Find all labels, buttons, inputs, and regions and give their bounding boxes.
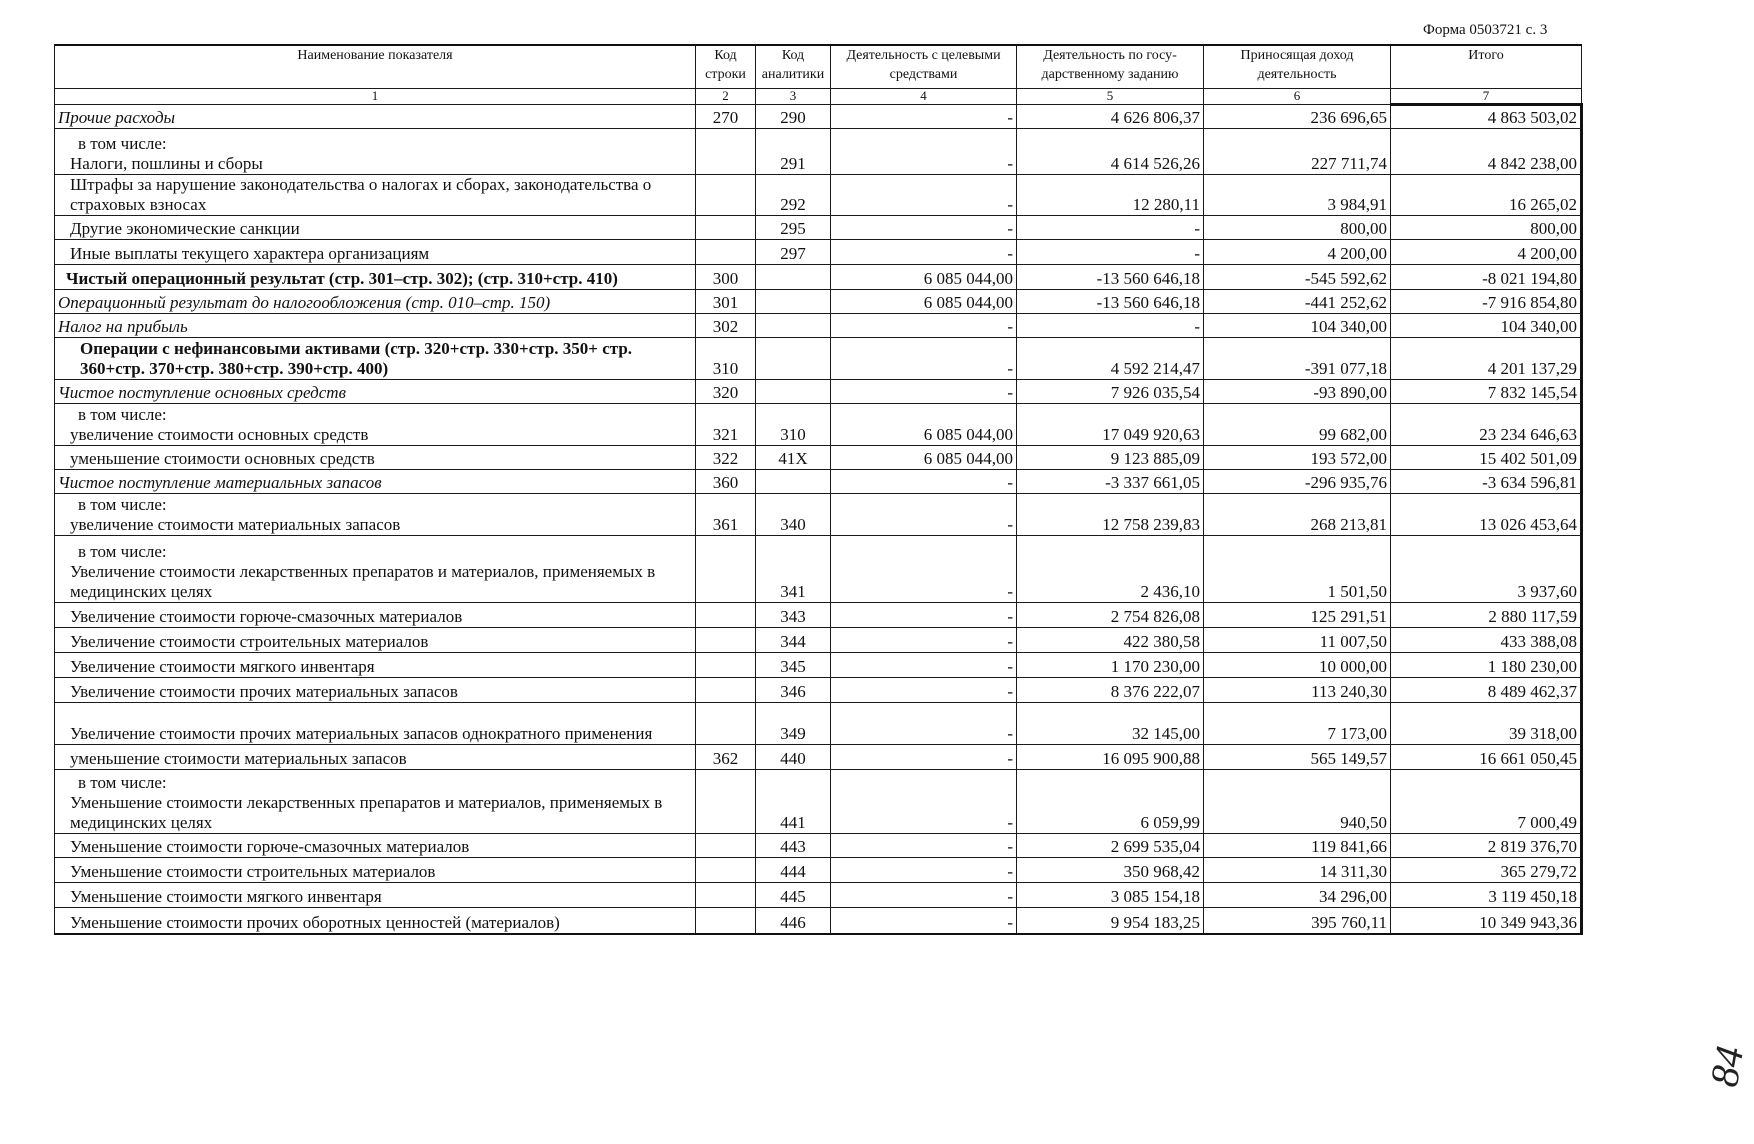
state-assignment-value: 1 170 230,00 [1017, 653, 1204, 678]
line-code: 321 [696, 404, 756, 446]
indicator-label: Штрафы за нарушение законодательства о налогах и сборах, законодательства о страховых взносах [70, 175, 652, 214]
indicator-label: Чистое поступление материальных запасов [58, 473, 382, 492]
indicator-label: Увеличение стоимости прочих материальных запасов [70, 682, 458, 701]
targeted-funds-value: - [831, 175, 1017, 216]
line-code: 302 [696, 314, 756, 338]
total-value: 23 234 646,63 [1391, 404, 1582, 446]
line-code: 322 [696, 446, 756, 470]
indicator-name [55, 834, 696, 858]
indicator-label: Уменьшение стоимости мягкого инвентаря [70, 887, 382, 906]
indicator-name [55, 678, 696, 703]
table-row [55, 908, 1582, 934]
indicator-name [55, 494, 696, 536]
analytic-code: 344 [756, 628, 831, 653]
analytic-code [756, 314, 831, 338]
targeted-funds-value: - [831, 494, 1017, 536]
indicator-label: Уменьшение стоимости горюче-смазочных материалов [70, 837, 470, 856]
col-number: 3 [756, 89, 831, 105]
state-assignment-value: 17 049 920,63 [1017, 404, 1204, 446]
analytic-code: 343 [756, 603, 831, 628]
income-activity-value: 7 173,00 [1204, 703, 1391, 745]
state-assignment-value: 4 626 806,37 [1017, 105, 1204, 129]
header-line-code: Код строки [696, 45, 756, 89]
table-row [55, 603, 1582, 628]
column-number-row [55, 89, 1582, 105]
form-number-label: Форма 0503721 с. 3 [1423, 22, 1548, 38]
indicator-name [55, 338, 696, 380]
line-code: 270 [696, 105, 756, 129]
table-row [55, 745, 1582, 770]
state-assignment-value: 12 280,11 [1017, 175, 1204, 216]
targeted-funds-value: - [831, 338, 1017, 380]
income-activity-value: 3 984,91 [1204, 175, 1391, 216]
analytic-code [756, 290, 831, 314]
analytic-code: 290 [756, 105, 831, 129]
state-assignment-value: 3 085 154,18 [1017, 883, 1204, 908]
indicator-label: Налоги, пошлины и сборы [70, 154, 263, 173]
table-row [55, 314, 1582, 338]
analytic-code: 444 [756, 858, 831, 883]
targeted-funds-value: 6 085 044,00 [831, 404, 1017, 446]
state-assignment-value: -3 337 661,05 [1017, 470, 1204, 494]
state-assignment-value: 2 699 535,04 [1017, 834, 1204, 858]
income-activity-value: 193 572,00 [1204, 446, 1391, 470]
targeted-funds-value: - [831, 105, 1017, 129]
header-analytic-code: Код аналитики [756, 45, 831, 89]
total-value: 3 937,60 [1391, 536, 1582, 603]
targeted-funds-value: - [831, 883, 1017, 908]
total-value: 365 279,72 [1391, 858, 1582, 883]
analytic-code: 291 [756, 129, 831, 175]
indicator-name [55, 770, 696, 834]
state-assignment-value: 32 145,00 [1017, 703, 1204, 745]
analytic-code: 345 [756, 653, 831, 678]
indicator-label: уменьшение стоимости материальных запасов [70, 749, 407, 768]
income-activity-value: -545 592,62 [1204, 265, 1391, 290]
line-code [696, 603, 756, 628]
line-code [696, 703, 756, 745]
col-number: 7 [1391, 89, 1582, 105]
total-value: -7 916 854,80 [1391, 290, 1582, 314]
analytic-code: 349 [756, 703, 831, 745]
table-row [55, 536, 1582, 603]
indicator-name [55, 265, 696, 290]
indicator-name [55, 380, 696, 404]
indicator-label: Чистый операционный результат (стр. 301–стр. 302); (стр. 310+стр. 410) [66, 269, 618, 288]
total-value: 4 842 238,00 [1391, 129, 1582, 175]
indicator-label: Прочие расходы [58, 108, 176, 127]
state-assignment-value: - [1017, 314, 1204, 338]
table-row [55, 129, 1582, 175]
state-assignment-value: 4 592 214,47 [1017, 338, 1204, 380]
income-activity-value: -441 252,62 [1204, 290, 1391, 314]
analytic-code: 443 [756, 834, 831, 858]
income-activity-value: 395 760,11 [1204, 908, 1391, 934]
table-row [55, 265, 1582, 290]
header-row [55, 45, 1582, 89]
table-row [55, 834, 1582, 858]
line-code [696, 883, 756, 908]
indicator-name [55, 858, 696, 883]
line-code: 300 [696, 265, 756, 290]
indicator-label: уменьшение стоимости основных средств [70, 449, 375, 468]
targeted-funds-value: - [831, 470, 1017, 494]
total-value: 433 388,08 [1391, 628, 1582, 653]
total-value: 39 318,00 [1391, 703, 1582, 745]
indicator-name [55, 404, 696, 446]
income-activity-value: 99 682,00 [1204, 404, 1391, 446]
line-code: 362 [696, 745, 756, 770]
income-activity-value: 940,50 [1204, 770, 1391, 834]
state-assignment-value: 16 095 900,88 [1017, 745, 1204, 770]
state-assignment-value: 12 758 239,83 [1017, 494, 1204, 536]
analytic-code [756, 470, 831, 494]
col-number: 6 [1204, 89, 1391, 105]
targeted-funds-value: 6 085 044,00 [831, 446, 1017, 470]
analytic-code: 441 [756, 770, 831, 834]
line-code [696, 678, 756, 703]
indicator-name [55, 653, 696, 678]
indicator-label: Увеличение стоимости строительных материалов [70, 632, 429, 651]
total-value: 4 863 503,02 [1391, 105, 1582, 129]
including-label: в том числе: [78, 542, 167, 561]
targeted-funds-value: - [831, 834, 1017, 858]
table-row [55, 703, 1582, 745]
indicator-label: Уменьшение стоимости лекарственных препаратов и материалов, применяемых в медицинских целях [70, 793, 663, 832]
indicator-name [55, 908, 696, 934]
table-row [55, 628, 1582, 653]
line-code [696, 240, 756, 265]
indicator-label: Другие экономические санкции [70, 219, 300, 238]
header-income-activity: Приносящая доход деятельность [1204, 45, 1391, 89]
state-assignment-value: 7 926 035,54 [1017, 380, 1204, 404]
line-code [696, 770, 756, 834]
indicator-name [55, 628, 696, 653]
header-targeted-funds: Деятельность с целевыми средствами [831, 45, 1017, 89]
line-code: 320 [696, 380, 756, 404]
analytic-code: 41X [756, 446, 831, 470]
table-row [55, 770, 1582, 834]
indicator-name [55, 536, 696, 603]
indicator-label: Увеличение стоимости лекарственных препаратов и материалов, применяемых в медицинских целях [70, 562, 656, 601]
analytic-code: 440 [756, 745, 831, 770]
indicator-name [55, 603, 696, 628]
total-value: 15 402 501,09 [1391, 446, 1582, 470]
indicator-label: Увеличение стоимости горюче-смазочных материалов [70, 607, 463, 626]
targeted-funds-value: - [831, 858, 1017, 883]
table-row [55, 338, 1582, 380]
line-code: 360 [696, 470, 756, 494]
state-assignment-value: -13 560 646,18 [1017, 290, 1204, 314]
state-assignment-value: 9 954 183,25 [1017, 908, 1204, 934]
total-value: 10 349 943,36 [1391, 908, 1582, 934]
line-code [696, 175, 756, 216]
table-row [55, 404, 1582, 446]
analytic-code [756, 380, 831, 404]
total-value: 3 119 450,18 [1391, 883, 1582, 908]
line-code [696, 908, 756, 934]
analytic-code: 445 [756, 883, 831, 908]
indicator-name [55, 240, 696, 265]
state-assignment-value: 2 754 826,08 [1017, 603, 1204, 628]
targeted-funds-value: - [831, 603, 1017, 628]
including-label: в том числе: [78, 405, 167, 424]
state-assignment-value: 4 614 526,26 [1017, 129, 1204, 175]
line-code [696, 129, 756, 175]
total-value: 8 489 462,37 [1391, 678, 1582, 703]
targeted-funds-value: - [831, 628, 1017, 653]
income-activity-value: -296 935,76 [1204, 470, 1391, 494]
total-value: 2 880 117,59 [1391, 603, 1582, 628]
line-code [696, 834, 756, 858]
targeted-funds-value: 6 085 044,00 [831, 265, 1017, 290]
header-total: Итого [1391, 45, 1582, 89]
income-activity-value: 125 291,51 [1204, 603, 1391, 628]
income-activity-value: 268 213,81 [1204, 494, 1391, 536]
indicator-name [55, 703, 696, 745]
indicator-name [55, 129, 696, 175]
line-code: 301 [696, 290, 756, 314]
targeted-funds-value: - [831, 240, 1017, 265]
line-code [696, 628, 756, 653]
income-activity-value: 4 200,00 [1204, 240, 1391, 265]
indicator-label: увеличение стоимости материальных запасов [70, 515, 401, 534]
state-assignment-value: 2 436,10 [1017, 536, 1204, 603]
indicator-name [55, 105, 696, 129]
total-value: 1 180 230,00 [1391, 653, 1582, 678]
total-value: -3 634 596,81 [1391, 470, 1582, 494]
indicator-name [55, 290, 696, 314]
indicator-label: Увеличение стоимости мягкого инвентаря [70, 657, 375, 676]
indicator-label: Налог на прибыль [58, 317, 188, 336]
indicator-label: увеличение стоимости основных средств [70, 425, 369, 444]
total-value: 13 026 453,64 [1391, 494, 1582, 536]
indicator-name [55, 175, 696, 216]
income-activity-value: 14 311,30 [1204, 858, 1391, 883]
table-row [55, 678, 1582, 703]
col-number: 5 [1017, 89, 1204, 105]
table-row [55, 216, 1582, 240]
total-value: -8 021 194,80 [1391, 265, 1582, 290]
analytic-code [756, 338, 831, 380]
line-code: 361 [696, 494, 756, 536]
analytic-code: 295 [756, 216, 831, 240]
header-state-assignment: Деятельность по госу- дарственному заданию [1017, 45, 1204, 89]
table-row [55, 470, 1582, 494]
including-label: в том числе: [78, 495, 167, 514]
col-number: 4 [831, 89, 1017, 105]
state-assignment-value: 422 380,58 [1017, 628, 1204, 653]
line-code [696, 653, 756, 678]
state-assignment-value: - [1017, 240, 1204, 265]
indicator-name [55, 745, 696, 770]
state-assignment-value: 350 968,42 [1017, 858, 1204, 883]
col-number: 1 [55, 89, 696, 105]
income-activity-value: -93 890,00 [1204, 380, 1391, 404]
line-code [696, 858, 756, 883]
state-assignment-value: 8 376 222,07 [1017, 678, 1204, 703]
total-value: 16 661 050,45 [1391, 745, 1582, 770]
analytic-code: 292 [756, 175, 831, 216]
indicator-label: Иные выплаты текущего характера организациям [70, 244, 430, 263]
indicator-label: Уменьшение стоимости прочих оборотных ценностей (материалов) [70, 912, 560, 932]
analytic-code: 446 [756, 908, 831, 934]
including-label: в том числе: [78, 134, 167, 153]
income-activity-value: 1 501,50 [1204, 536, 1391, 603]
table-row [55, 380, 1582, 404]
total-value: 4 201 137,29 [1391, 338, 1582, 380]
indicator-label: Уменьшение стоимости строительных материалов [70, 862, 436, 881]
income-activity-value: 119 841,66 [1204, 834, 1391, 858]
report-table [54, 44, 1583, 935]
analytic-code: 310 [756, 404, 831, 446]
analytic-code: 346 [756, 678, 831, 703]
income-activity-value: 227 711,74 [1204, 129, 1391, 175]
including-label: в том числе: [78, 773, 167, 792]
total-value: 104 340,00 [1391, 314, 1582, 338]
analytic-code: 341 [756, 536, 831, 603]
line-code: 310 [696, 338, 756, 380]
indicator-label: Чистое поступление основных средств [58, 383, 346, 402]
indicator-name [55, 470, 696, 494]
targeted-funds-value: - [831, 380, 1017, 404]
total-value: 7 000,49 [1391, 770, 1582, 834]
indicator-label: Операционный результат до налогообложения (стр. 010–стр. 150) [58, 293, 551, 312]
targeted-funds-value: - [831, 745, 1017, 770]
indicator-label: Операции с нефинансовыми активами (стр. 320+стр. 330+стр. 350+ стр. 360+стр. 370+стр. 380+стр. 390+стр. 400) [80, 339, 633, 378]
table-row [55, 446, 1582, 470]
income-activity-value: -391 077,18 [1204, 338, 1391, 380]
analytic-code: 297 [756, 240, 831, 265]
table-row [55, 883, 1582, 908]
table-row [55, 240, 1582, 265]
income-activity-value: 10 000,00 [1204, 653, 1391, 678]
analytic-code: 340 [756, 494, 831, 536]
table-row [55, 858, 1582, 883]
targeted-funds-value: - [831, 216, 1017, 240]
state-assignment-value: 9 123 885,09 [1017, 446, 1204, 470]
page-number-handwritten: 84 [1700, 1042, 1753, 1090]
income-activity-value: 11 007,50 [1204, 628, 1391, 653]
total-value: 7 832 145,54 [1391, 380, 1582, 404]
line-code [696, 536, 756, 603]
targeted-funds-value: 6 085 044,00 [831, 290, 1017, 314]
targeted-funds-value: - [831, 678, 1017, 703]
targeted-funds-value: - [831, 770, 1017, 834]
targeted-funds-value: - [831, 653, 1017, 678]
line-code [696, 216, 756, 240]
total-value: 800,00 [1391, 216, 1582, 240]
state-assignment-value: -13 560 646,18 [1017, 265, 1204, 290]
indicator-name [55, 216, 696, 240]
table-row [55, 494, 1582, 536]
targeted-funds-value: - [831, 908, 1017, 934]
total-value: 2 819 376,70 [1391, 834, 1582, 858]
header-indicator-name: Наименование показателя [55, 45, 696, 89]
table-row [55, 105, 1582, 129]
income-activity-value: 113 240,30 [1204, 678, 1391, 703]
indicator-name [55, 883, 696, 908]
table-row [55, 290, 1582, 314]
targeted-funds-value: - [831, 129, 1017, 175]
targeted-funds-value: - [831, 536, 1017, 603]
indicator-label: Увеличение стоимости прочих материальных запасов однократного применения [70, 724, 653, 743]
income-activity-value: 800,00 [1204, 216, 1391, 240]
table-row [55, 653, 1582, 678]
indicator-name [55, 314, 696, 338]
total-value: 4 200,00 [1391, 240, 1582, 265]
income-activity-value: 104 340,00 [1204, 314, 1391, 338]
income-activity-value: 236 696,65 [1204, 105, 1391, 129]
income-activity-value: 34 296,00 [1204, 883, 1391, 908]
total-value: 16 265,02 [1391, 175, 1582, 216]
income-activity-value: 565 149,57 [1204, 745, 1391, 770]
analytic-code [756, 265, 831, 290]
indicator-name [55, 446, 696, 470]
state-assignment-value: - [1017, 216, 1204, 240]
targeted-funds-value: - [831, 314, 1017, 338]
table-row [55, 175, 1582, 216]
col-number: 2 [696, 89, 756, 105]
state-assignment-value: 6 059,99 [1017, 770, 1204, 834]
targeted-funds-value: - [831, 703, 1017, 745]
